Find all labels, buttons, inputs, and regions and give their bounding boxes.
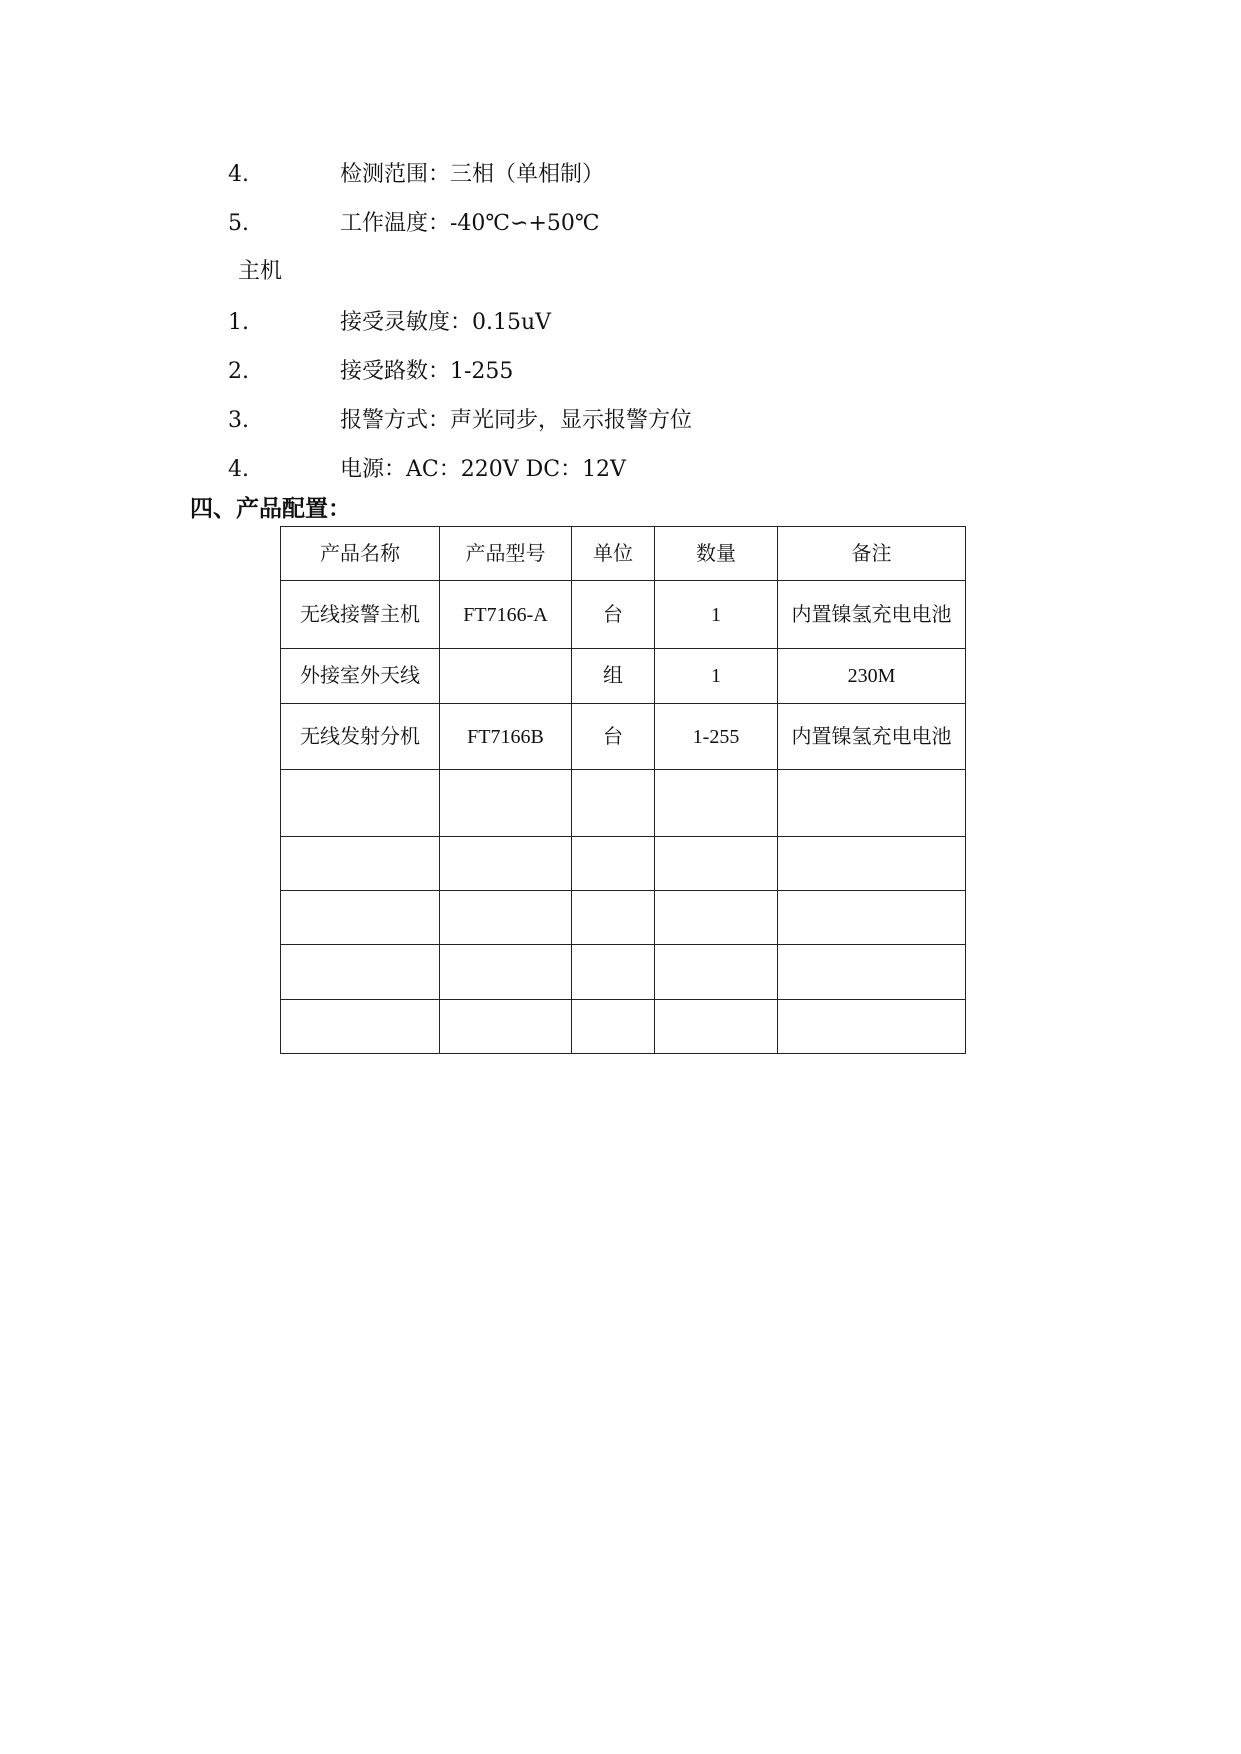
table-cell [281,1000,440,1054]
table-row [281,891,966,945]
host-label: 主机 [238,259,283,284]
header-cell: 备注 [778,527,966,581]
table-cell [655,891,778,945]
table-row [281,649,966,704]
table-cell: 1-255 [655,704,778,770]
spec-item-text: 检测范围：三相（单相制） [340,162,605,187]
spec-item-text: 接受路数：1-255 [340,359,514,384]
table-cell: 外接室外天线 [281,649,440,704]
spec-item-number: 1. [228,310,249,335]
table-cell: 无线接警主机 [281,581,440,649]
spec-item-number: 4. [228,457,249,482]
table-cell: 1 [655,581,778,649]
table-cell [778,945,966,1000]
table-cell [440,837,572,891]
header-cell: 产品名称 [281,527,440,581]
table-cell [778,891,966,945]
table-cell [440,891,572,945]
table-header-row [281,527,966,581]
spec-item-number: 4. [228,162,249,187]
table-cell: 230M [778,649,966,704]
table-cell [440,649,572,704]
table-row [281,704,966,770]
table-cell [655,1000,778,1054]
table-cell [655,770,778,837]
table-cell [778,770,966,837]
table-cell: 无线发射分机 [281,704,440,770]
table-cell: 1 [655,649,778,704]
table-cell [778,837,966,891]
header-cell: 单位 [572,527,655,581]
table-cell: FT7166B [440,704,572,770]
spec-item-number: 3. [228,408,249,433]
table-cell: FT7166-A [440,581,572,649]
table-row [281,945,966,1000]
header-cell: 产品型号 [440,527,572,581]
table-row [281,837,966,891]
section-heading: 四、产品配置： [190,495,351,522]
table-cell [440,945,572,1000]
table-cell: 内置镍氢充电电池 [778,581,966,649]
table-cell [572,891,655,945]
table-cell [572,1000,655,1054]
table-row [281,1000,966,1054]
table-cell [655,945,778,1000]
table-cell: 台 [572,704,655,770]
product-config-table [280,526,966,1054]
table-cell: 内置镍氢充电电池 [778,704,966,770]
table-cell [281,837,440,891]
table-cell [572,945,655,1000]
table-cell [655,837,778,891]
table-row [281,770,966,837]
table-cell: 台 [572,581,655,649]
spec-item-text: 电源：AC：220V DC：12V [340,457,626,482]
table-row [281,581,966,649]
table-cell [440,1000,572,1054]
spec-item-text: 工作温度：-40℃∽+50℃ [340,211,600,236]
table-cell [778,1000,966,1054]
spec-item-number: 5. [228,211,249,236]
spec-item-text: 接受灵敏度：0.15uV [340,310,552,335]
table-cell [281,770,440,837]
table-cell [572,770,655,837]
table-cell [572,837,655,891]
table-cell [440,770,572,837]
header-cell: 数量 [655,527,778,581]
table-cell: 组 [572,649,655,704]
table-cell [281,945,440,1000]
spec-item-text: 报警方式：声光同步，显示报警方位 [340,408,693,433]
table-cell [281,891,440,945]
spec-item-number: 2. [228,359,249,384]
